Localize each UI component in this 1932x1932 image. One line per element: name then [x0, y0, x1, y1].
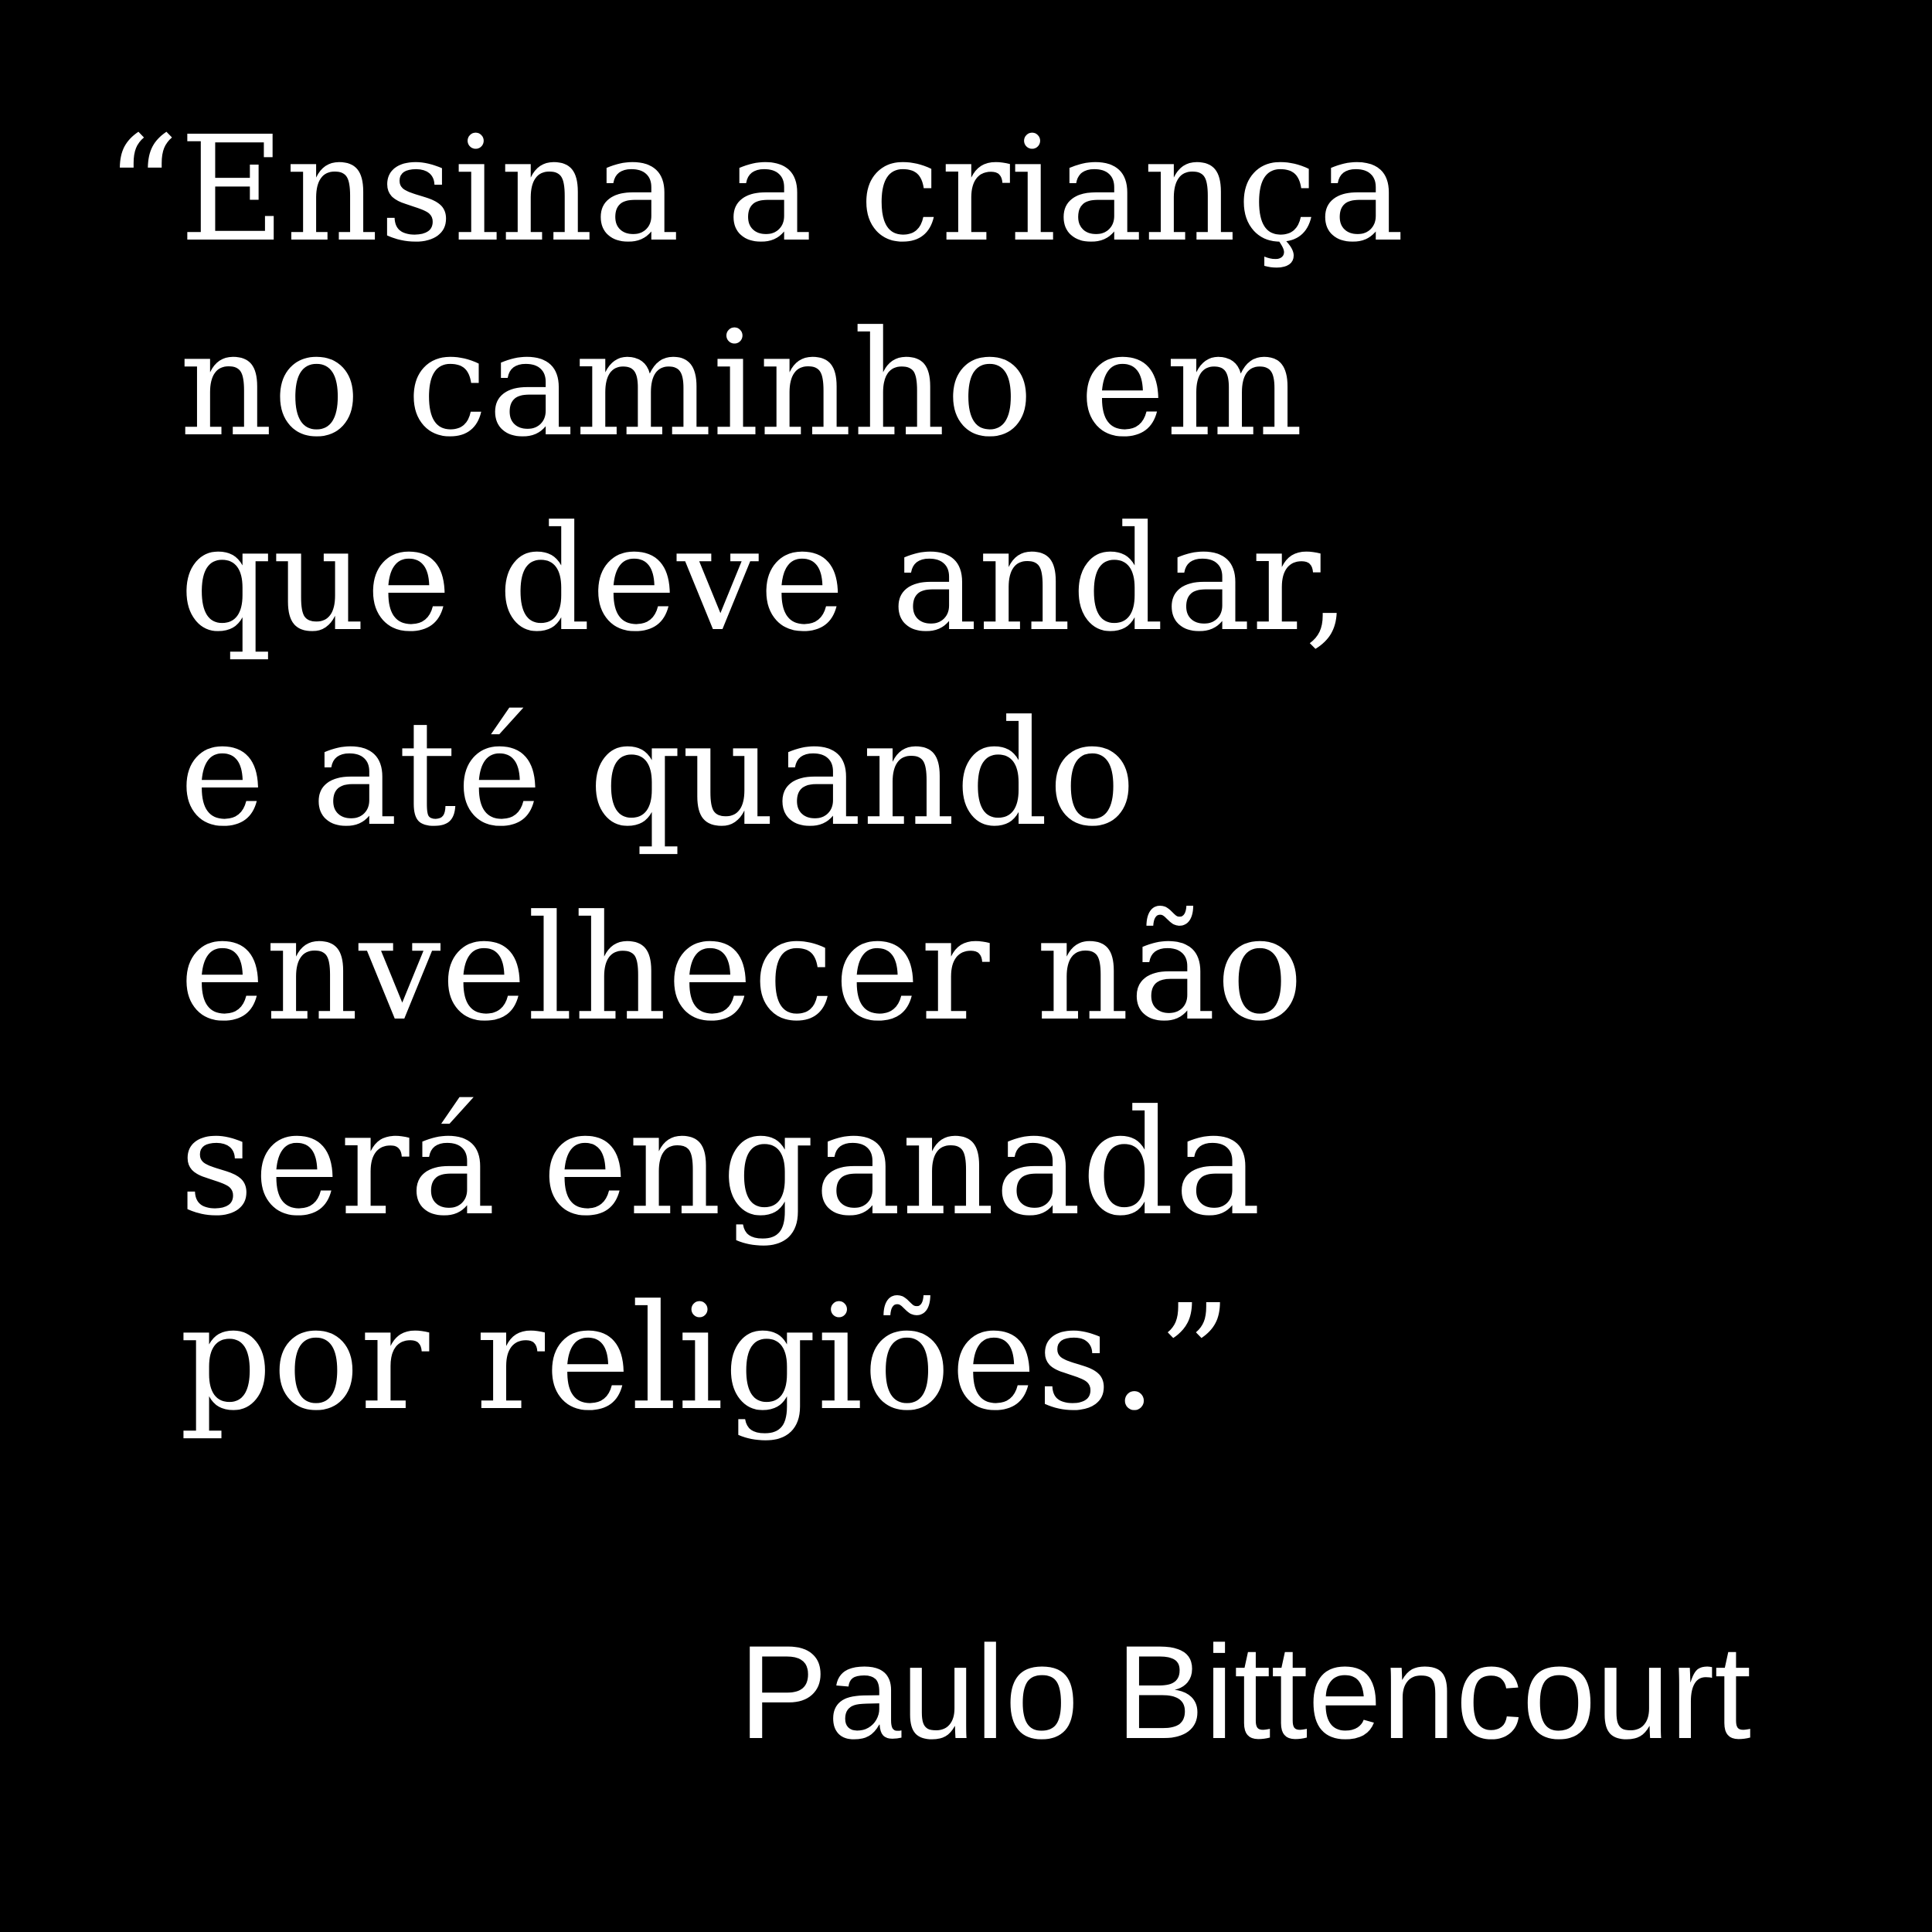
quote-line-6: será enganada — [179, 1079, 1261, 1248]
quote-line-3: que deve andar, — [179, 495, 1351, 664]
quote-line-1 — [104, 105, 1405, 274]
quote-line-2: no caminho em — [179, 300, 1304, 469]
quote-line-5: envelhecer não — [179, 884, 1304, 1053]
quote-line-7: por religiões.” — [179, 1274, 1232, 1443]
quote-line-1-text: Ensina a criança — [179, 105, 1405, 274]
author-name: Paulo Bittencourt — [739, 1618, 1751, 1767]
quote-line-4: e até quando — [179, 689, 1136, 859]
opening-quote-mark: “ — [104, 105, 179, 274]
